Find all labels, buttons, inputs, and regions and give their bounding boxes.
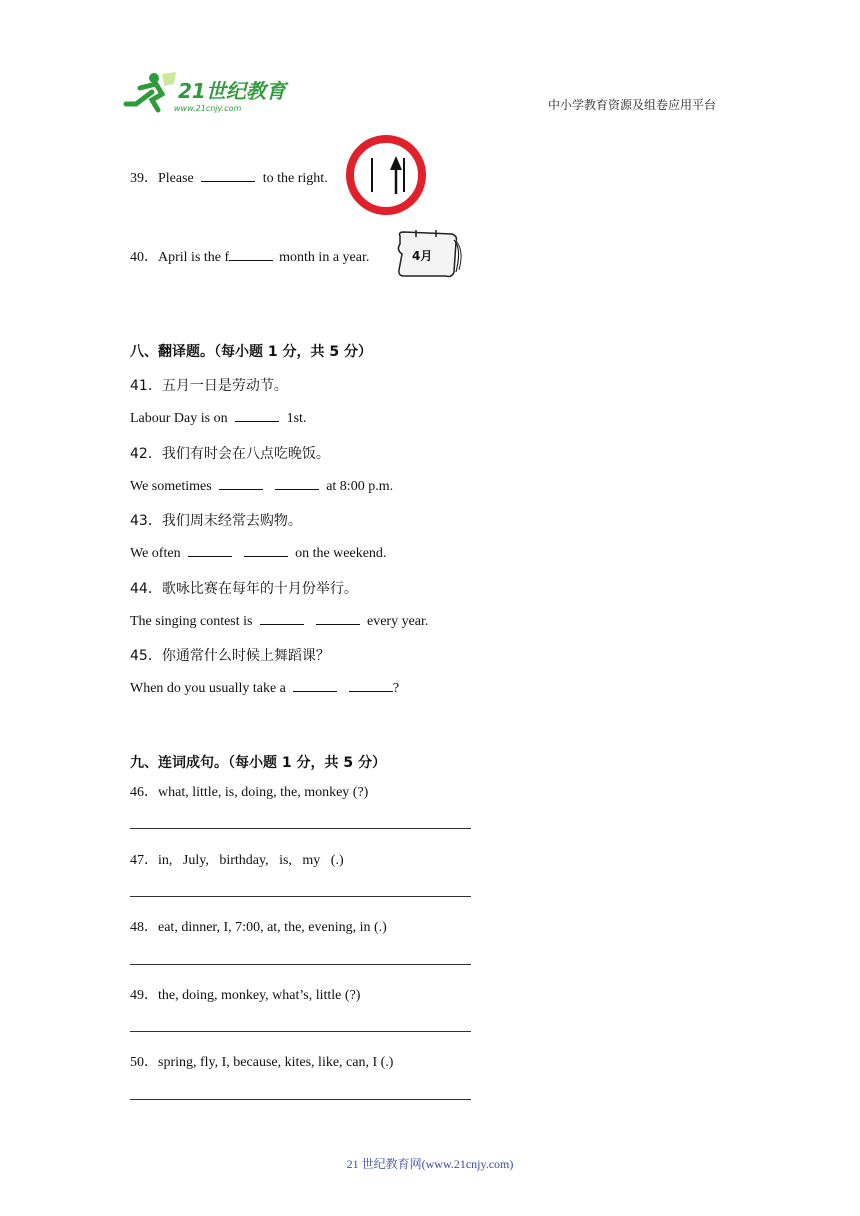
answer-blank[interactable] [260,612,304,625]
answer-blank[interactable] [201,169,255,182]
question-39 [130,167,328,187]
answer-blank[interactable] [188,544,232,557]
reorder-item-48: 48．eat, dinner, I, 7:00, at, the, evening, in (.) [130,920,387,935]
sentence-after: on the weekend. [295,546,387,561]
section-9-title: 九、连词成句。（每小题 1 分，共 5 分） [130,755,386,771]
translate-item-41-en [130,409,306,427]
translate-item-43-cn: 43．我们周末经常去购物。 [130,513,302,529]
sentence-after: 1st. [286,411,307,426]
answer-line[interactable] [130,964,471,965]
sentence-before: When do you usually take a [130,681,286,696]
answer-blank[interactable] [275,477,319,490]
answer-line[interactable] [130,1031,471,1032]
answer-line[interactable] [130,896,471,897]
answer-blank[interactable] [293,679,337,692]
sentence-before: The singing contest is [130,614,253,629]
translate-item-44-en [130,612,428,630]
question-text-before: April is the f [158,250,230,265]
go-straight-sign-icon [344,134,428,221]
footer-link[interactable]: 21 世纪教育网(www.21cnjy.com) [346,1157,514,1171]
sentence-after: ? [392,681,400,696]
question-text-after: month in a year. [279,250,370,265]
sentence-before: We sometimes [130,479,212,494]
question-text-after: to the right. [262,171,328,186]
translate-item-41-cn: 41．五月一日是劳动节。 [130,378,288,394]
platform-text: 中小学教育资源及组卷应用平台 [548,98,717,112]
calendar-april-icon [394,228,464,285]
answer-blank[interactable] [349,679,393,692]
translate-item-42-cn: 42．我们有时会在八点吃晚饭。 [130,446,330,462]
site-logo [122,70,290,114]
answer-blank[interactable] [219,477,263,490]
answer-blank[interactable] [316,612,360,625]
sentence-after: at 8:00 p.m. [326,479,394,494]
answer-blank[interactable] [229,248,273,261]
sentence-after: every year. [367,614,429,629]
translate-item-43-en [130,544,386,562]
running-man-icon [126,72,176,110]
answer-blank[interactable] [235,409,279,422]
reorder-item-49: 49．the, doing, monkey, what’s, little (?) [130,988,361,1003]
reorder-item-46: 46．what, little, is, doing, the, monkey (?) [130,785,369,800]
calendar-label: 4月 [412,249,433,263]
answer-line[interactable] [130,1099,471,1100]
translate-item-42-en [130,477,393,495]
question-text-before: Please [158,171,194,186]
answer-blank[interactable] [244,544,288,557]
reorder-item-47: 47．in, July, birthday, is, my (.) [130,853,344,868]
section-8-title: 八、翻译题。（每小题 1 分，共 5 分） [130,344,372,360]
sentence-before: Labour Day is on [130,411,228,426]
translate-item-45-cn: 45．你通常什么时候上舞蹈课？ [130,648,330,664]
sentence-before: We often [130,546,181,561]
translate-item-45-en [130,679,399,697]
reorder-item-50: 50．spring, fly, I, because, kites, like, can, I (.) [130,1055,394,1070]
question-number: 39． [130,171,158,186]
translate-item-44-cn: 44．歌咏比赛在每年的十月份举行。 [130,581,358,597]
logo-url: www.21cnjy.com [174,104,242,113]
question-40 [130,246,369,266]
logo-title: 21世纪教育 [178,79,286,103]
question-number: 40． [130,250,158,265]
answer-line[interactable] [130,828,471,829]
